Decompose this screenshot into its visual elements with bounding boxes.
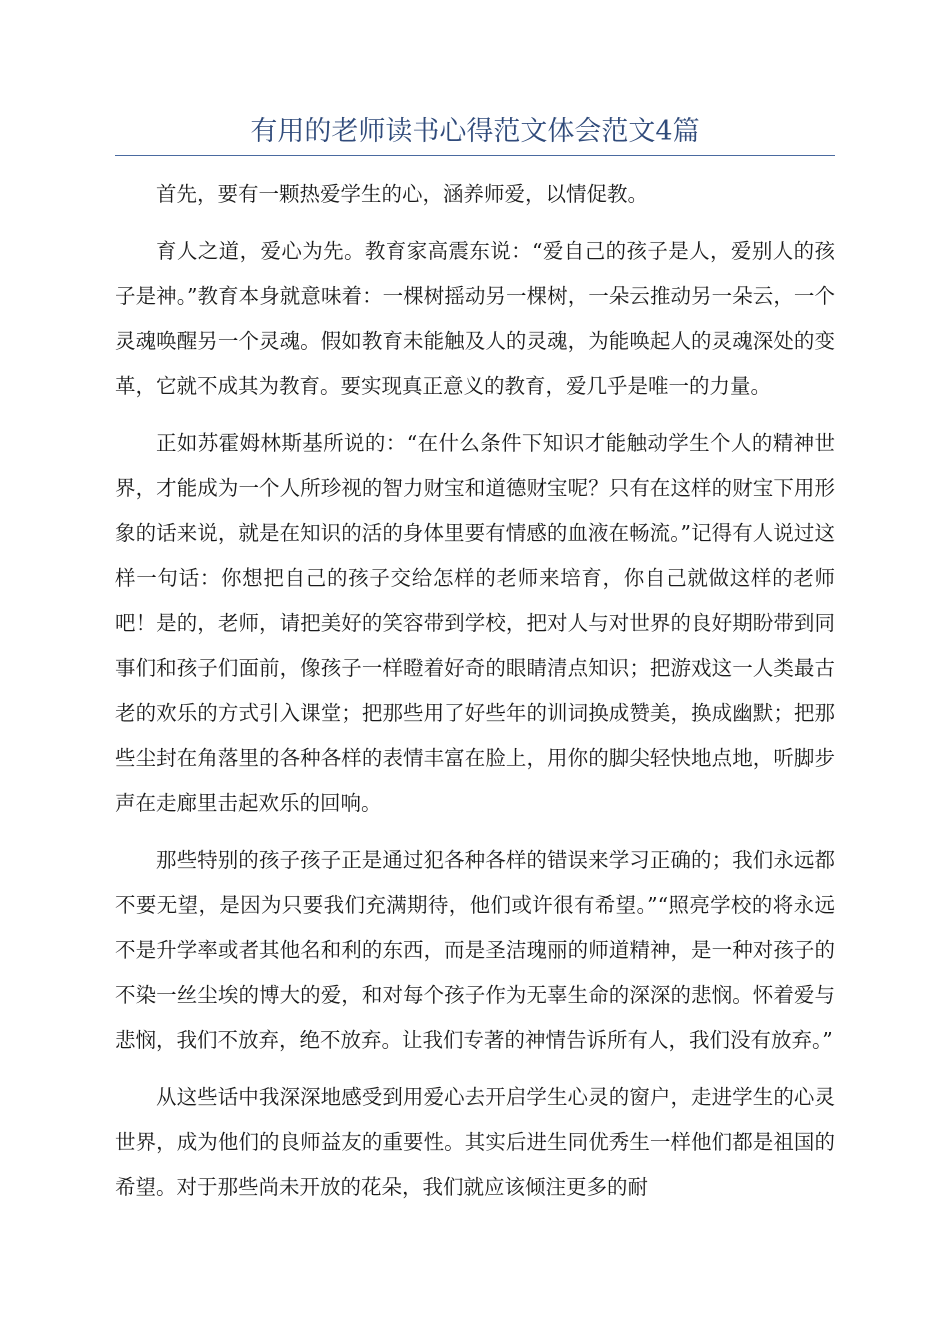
paragraph: 育人之道，爱心为先。教育家高震东说：“爱自己的孩子是人，爱别人的孩子是神。”教育本身就意味着：一棵树摇动另一棵树，一朵云推动另一朵云，一个灵魂唤醒另一个灵魂。假如教育未能触及人的灵魂，为能唤起人的灵魂深处的变革，它就不成其为教育。要实现真正意义的教育，爱几乎是唯一的力量。 xyxy=(115,239,835,398)
paragraph: 那些特别的孩子孩子正是通过犯各种各样的错误来学习正确的；我们永远都不要无望，是因为只要我们充满期待，他们或许很有希望。”“照亮学校的将永远不是升学率或者其他名和利的东西，而是圣洁瑰丽的师道精神，是一种对孩子的不染一丝尘埃的博大的爱，和对每个孩子作为无辜生命的深深的悲悯。怀着爱与悲悯，我们不放弃，绝不放弃。让我们专著的神情告诉所有人，我们没有放弃。” xyxy=(115,848,835,1052)
document-body xyxy=(115,172,835,1222)
document-title: 有用的老师读书心得范文体会范文4篇 xyxy=(250,116,700,147)
paragraph: 首先，要有一颗热爱学生的心，涵养师爱，以情促教。 xyxy=(156,182,648,206)
paragraph: 正如苏霍姆林斯基所说的：“在什么条件下知识才能触动学生个人的精神世界，才能成为一个人所珍视的智力财宝和道德财宝呢？只有在这样的财宝下用形象的话来说，就是在知识的活的身体里要有情感的血液在畅流。”记得有人说过这样一句话：你想把自己的孩子交给怎样的老师来培育，你自己就做这样的老师吧！是的，老师，请把美好的笑容带到学校，把对人与对世界的良好期盼带到同事们和孩子们面前，像孩子一样瞪着好奇的眼睛清点知识；把游戏这一人类最古老的欢乐的方式引入课堂；把那些用了好些年的训词换成赞美，换成幽默；把那些尘封在角落里的各种各样的表情丰富在脸上，用你的脚尖轻快地点地，听脚步声在走廊里击起欢乐的回响。 xyxy=(115,431,835,815)
paragraph: 从这些话中我深深地感受到用爱心去开启学生心灵的窗户，走进学生的心灵世界，成为他们的良师益友的重要性。其实后进生同优秀生一样他们都是祖国的希望。对于那些尚未开放的花朵，我们就应该倾注更多的耐 xyxy=(115,1085,835,1199)
title-divider xyxy=(115,155,835,156)
